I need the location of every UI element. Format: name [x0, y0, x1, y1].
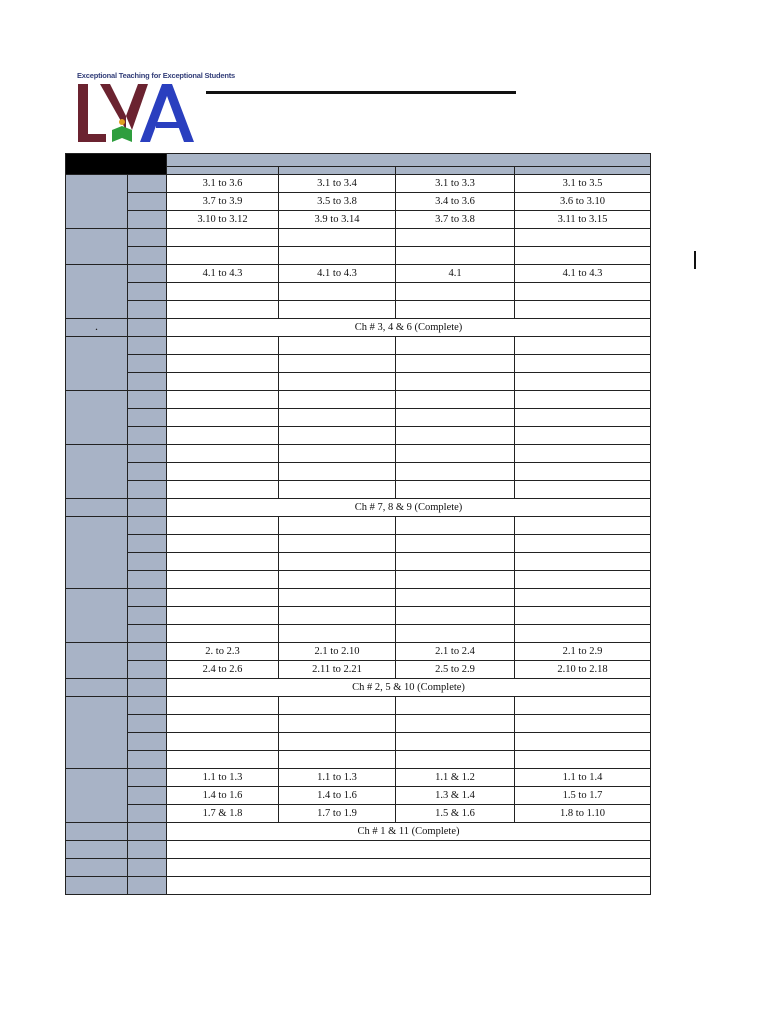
group-label-cell [66, 391, 128, 445]
sub-label-cell [128, 481, 167, 499]
table-cell [396, 517, 515, 535]
table-cell: 2.4 to 2.6 [167, 661, 279, 679]
group-label-cell [66, 859, 128, 877]
school-logo [76, 72, 196, 146]
table-cell [279, 625, 396, 643]
table-cell [515, 445, 651, 463]
table-row [66, 265, 651, 283]
table-cell: 1.7 & 1.8 [167, 805, 279, 823]
sub-label-cell [128, 355, 167, 373]
table-row [66, 571, 651, 589]
chapter-row [66, 877, 651, 895]
table-cell: 1.1 to 1.3 [279, 769, 396, 787]
table-cell [279, 373, 396, 391]
table-cell [515, 571, 651, 589]
table-cell [396, 283, 515, 301]
table-cell [167, 301, 279, 319]
table-cell [396, 427, 515, 445]
table-row [66, 553, 651, 571]
header-band [167, 154, 651, 167]
group-label-cell [66, 769, 128, 823]
table-row [66, 211, 651, 229]
table-cell [167, 409, 279, 427]
table-cell: 1.4 to 1.6 [279, 787, 396, 805]
table-cell [396, 571, 515, 589]
table-row [66, 463, 651, 481]
table-row [66, 517, 651, 535]
sub-label-cell [128, 751, 167, 769]
sub-label-cell [128, 607, 167, 625]
table-cell [515, 481, 651, 499]
table-cell [515, 355, 651, 373]
table-cell [167, 481, 279, 499]
table-cell: 1.1 & 1.2 [396, 769, 515, 787]
table-cell: 3.10 to 3.12 [167, 211, 279, 229]
table-cell: 3.1 to 3.4 [279, 175, 396, 193]
sub-label-cell [128, 229, 167, 247]
chapter-row [66, 841, 651, 859]
sub-label-cell [128, 265, 167, 283]
table-cell [167, 553, 279, 571]
chapter-row [66, 679, 651, 697]
table-cell [396, 337, 515, 355]
table-cell [167, 571, 279, 589]
table-cell [396, 463, 515, 481]
group-label-cell [66, 265, 128, 319]
table-cell [515, 733, 651, 751]
sub-label-cell [128, 193, 167, 211]
table-cell [515, 301, 651, 319]
table-cell [396, 391, 515, 409]
sub-label-cell [128, 175, 167, 193]
table-cell: 2.1 to 2.10 [279, 643, 396, 661]
table-cell [167, 337, 279, 355]
sub-label-cell [128, 859, 167, 877]
table-row [66, 283, 651, 301]
column-header [279, 167, 396, 175]
title-rule [206, 91, 516, 94]
table-cell [279, 697, 396, 715]
table-cell [396, 733, 515, 751]
sub-label-cell [128, 409, 167, 427]
table-row [66, 409, 651, 427]
sub-label-cell [128, 445, 167, 463]
table-cell: 3.7 to 3.8 [396, 211, 515, 229]
table-row [66, 715, 651, 733]
table-cell [279, 589, 396, 607]
sub-label-cell [128, 679, 167, 697]
table-cell [167, 589, 279, 607]
table-cell [515, 337, 651, 355]
table-cell: 3.1 to 3.5 [515, 175, 651, 193]
table-cell [279, 247, 396, 265]
table-cell [396, 481, 515, 499]
sub-label-cell [128, 625, 167, 643]
table-cell [515, 535, 651, 553]
table-cell [167, 355, 279, 373]
group-label-cell [66, 877, 128, 895]
table-cell: 3.6 to 3.10 [515, 193, 651, 211]
sub-label-cell [128, 877, 167, 895]
table-cell [396, 301, 515, 319]
sub-label-cell [128, 661, 167, 679]
sub-label-cell [128, 499, 167, 517]
table-cell [167, 625, 279, 643]
sub-label-cell [128, 211, 167, 229]
table-cell: 1.1 to 1.3 [167, 769, 279, 787]
sub-label-cell [128, 715, 167, 733]
table-cell [396, 625, 515, 643]
sub-label-cell [128, 553, 167, 571]
table-cell [167, 391, 279, 409]
sub-label-cell [128, 769, 167, 787]
table-row [66, 805, 651, 823]
sub-label-cell [128, 319, 167, 337]
table-row [66, 193, 651, 211]
group-label-cell [66, 697, 128, 769]
table-cell: 3.1 to 3.6 [167, 175, 279, 193]
sub-label-cell [128, 841, 167, 859]
sub-label-cell [128, 301, 167, 319]
table-cell: 2.5 to 2.9 [396, 661, 515, 679]
table-cell [167, 445, 279, 463]
table-cell: 1.7 to 1.9 [279, 805, 396, 823]
table-cell: 4.1 to 4.3 [167, 265, 279, 283]
table-row [66, 481, 651, 499]
table-row [66, 661, 651, 679]
group-label-cell [66, 499, 128, 517]
table-row [66, 247, 651, 265]
table-cell: 1.5 to 1.7 [515, 787, 651, 805]
group-label-cell [66, 229, 128, 265]
table-row [66, 175, 651, 193]
table-row [66, 769, 651, 787]
group-label: . [95, 319, 98, 333]
table-cell: 4.1 to 4.3 [279, 265, 396, 283]
table-cell [396, 553, 515, 571]
table-cell [515, 751, 651, 769]
sub-label-cell [128, 427, 167, 445]
table-cell: 2.11 to 2.21 [279, 661, 396, 679]
table-cell [515, 247, 651, 265]
table-cell [515, 463, 651, 481]
column-header [515, 167, 651, 175]
table-cell [279, 301, 396, 319]
chapter-summary-cell [167, 877, 651, 895]
table-cell [279, 427, 396, 445]
sub-label-cell [128, 391, 167, 409]
table-row [66, 391, 651, 409]
table-row [66, 427, 651, 445]
chapter-summary-cell: Ch # 2, 5 & 10 (Complete) [167, 679, 651, 697]
group-label-cell [66, 175, 128, 229]
table-cell [515, 553, 651, 571]
table-cell [279, 715, 396, 733]
table-cell [515, 409, 651, 427]
table-row [66, 751, 651, 769]
sub-label-cell [128, 373, 167, 391]
sub-label-cell [128, 571, 167, 589]
table-cell [279, 445, 396, 463]
table-cell [515, 229, 651, 247]
table-cell [279, 283, 396, 301]
header-row [66, 154, 651, 167]
table-cell: 3.11 to 3.15 [515, 211, 651, 229]
table-cell [396, 247, 515, 265]
table-row [66, 373, 651, 391]
table-cell: 4.1 [396, 265, 515, 283]
chapter-summary-cell [167, 841, 651, 859]
table-cell [515, 589, 651, 607]
table-cell: 3.1 to 3.3 [396, 175, 515, 193]
table-cell: 1.3 & 1.4 [396, 787, 515, 805]
table-cell [279, 553, 396, 571]
group-label-cell [66, 445, 128, 499]
table-cell [396, 373, 515, 391]
table-cell [167, 517, 279, 535]
sub-label-cell [128, 589, 167, 607]
table-row [66, 625, 651, 643]
chapter-row [66, 823, 651, 841]
table-cell [515, 715, 651, 733]
table-cell: 1.8 to 1.10 [515, 805, 651, 823]
sub-label-cell [128, 247, 167, 265]
table-cell [279, 607, 396, 625]
margin-mark [694, 251, 696, 269]
table-cell [167, 607, 279, 625]
table-row [66, 535, 651, 553]
table-row [66, 607, 651, 625]
sub-label-cell [128, 823, 167, 841]
table-row [66, 697, 651, 715]
sub-label-cell [128, 643, 167, 661]
table-cell [396, 697, 515, 715]
table-cell [279, 733, 396, 751]
table-row [66, 733, 651, 751]
table-cell [279, 355, 396, 373]
table-cell: 3.9 to 3.14 [279, 211, 396, 229]
table-cell: 3.4 to 3.6 [396, 193, 515, 211]
table-cell [396, 607, 515, 625]
sub-label-cell [128, 517, 167, 535]
sub-label-cell [128, 283, 167, 301]
group-label-cell [66, 823, 128, 841]
group-label-cell [66, 337, 128, 391]
column-header [396, 167, 515, 175]
table-cell [279, 463, 396, 481]
table-cell [515, 607, 651, 625]
table-cell: 3.5 to 3.8 [279, 193, 396, 211]
table-cell [279, 229, 396, 247]
table-cell [279, 751, 396, 769]
group-label-cell [66, 589, 128, 643]
table-cell [396, 589, 515, 607]
group-label-cell [66, 841, 128, 859]
sub-label-cell [128, 463, 167, 481]
table-cell: 1.1 to 1.4 [515, 769, 651, 787]
table-cell: 3.7 to 3.9 [167, 193, 279, 211]
table-row [66, 589, 651, 607]
table-cell [515, 283, 651, 301]
table-cell [279, 535, 396, 553]
chapter-summary-cell [167, 859, 651, 877]
chapter-row [66, 499, 651, 517]
sub-label-cell [128, 535, 167, 553]
group-label-cell [66, 679, 128, 697]
chapter-summary-cell: Ch # 1 & 11 (Complete) [167, 823, 651, 841]
table-cell [279, 481, 396, 499]
table-cell [279, 391, 396, 409]
table-cell [515, 697, 651, 715]
table-row [66, 445, 651, 463]
chapter-row [66, 319, 651, 337]
table-cell [515, 625, 651, 643]
table-cell [167, 427, 279, 445]
chapter-row [66, 859, 651, 877]
table-row [66, 643, 651, 661]
table-cell: 2.1 to 2.4 [396, 643, 515, 661]
table-row [66, 301, 651, 319]
table-cell: 1.5 & 1.6 [396, 805, 515, 823]
table-row [66, 229, 651, 247]
column-header [167, 167, 279, 175]
table-cell: 2.10 to 2.18 [515, 661, 651, 679]
table-cell [396, 409, 515, 427]
table-cell [515, 517, 651, 535]
table-cell [167, 715, 279, 733]
table-cell [396, 715, 515, 733]
table-cell [279, 409, 396, 427]
table-cell: 2.1 to 2.9 [515, 643, 651, 661]
table-cell [167, 697, 279, 715]
sub-label-cell [128, 697, 167, 715]
table-cell [279, 571, 396, 589]
table-cell [167, 463, 279, 481]
table-row [66, 355, 651, 373]
table-row [66, 337, 651, 355]
group-label-cell [66, 643, 128, 679]
sub-label-cell [128, 805, 167, 823]
table-cell: 2. to 2.3 [167, 643, 279, 661]
chapter-summary-cell: Ch # 3, 4 & 6 (Complete) [167, 319, 651, 337]
table-cell [396, 445, 515, 463]
group-label-cell [66, 319, 128, 337]
table-cell [167, 751, 279, 769]
schedule-table [65, 153, 651, 895]
table-cell [167, 247, 279, 265]
table-cell [396, 229, 515, 247]
table-cell [167, 229, 279, 247]
logo-tagline: Exceptional Teaching for Exceptional Students [77, 71, 235, 80]
table-cell: 1.4 to 1.6 [167, 787, 279, 805]
sub-label-cell [128, 733, 167, 751]
table-cell [396, 535, 515, 553]
table-cell [515, 427, 651, 445]
table-cell [167, 283, 279, 301]
table-cell [515, 391, 651, 409]
table-row [66, 787, 651, 805]
sub-label-cell [128, 337, 167, 355]
table-cell [167, 373, 279, 391]
table-cell [396, 355, 515, 373]
table-cell [515, 373, 651, 391]
table-cell [396, 751, 515, 769]
chapter-summary-cell: Ch # 7, 8 & 9 (Complete) [167, 499, 651, 517]
corner-cell [66, 154, 167, 175]
table-cell [167, 733, 279, 751]
table-cell [279, 517, 396, 535]
table-cell [167, 535, 279, 553]
sub-label-cell [128, 787, 167, 805]
table-cell: 4.1 to 4.3 [515, 265, 651, 283]
group-label-cell [66, 517, 128, 589]
table-cell [279, 337, 396, 355]
